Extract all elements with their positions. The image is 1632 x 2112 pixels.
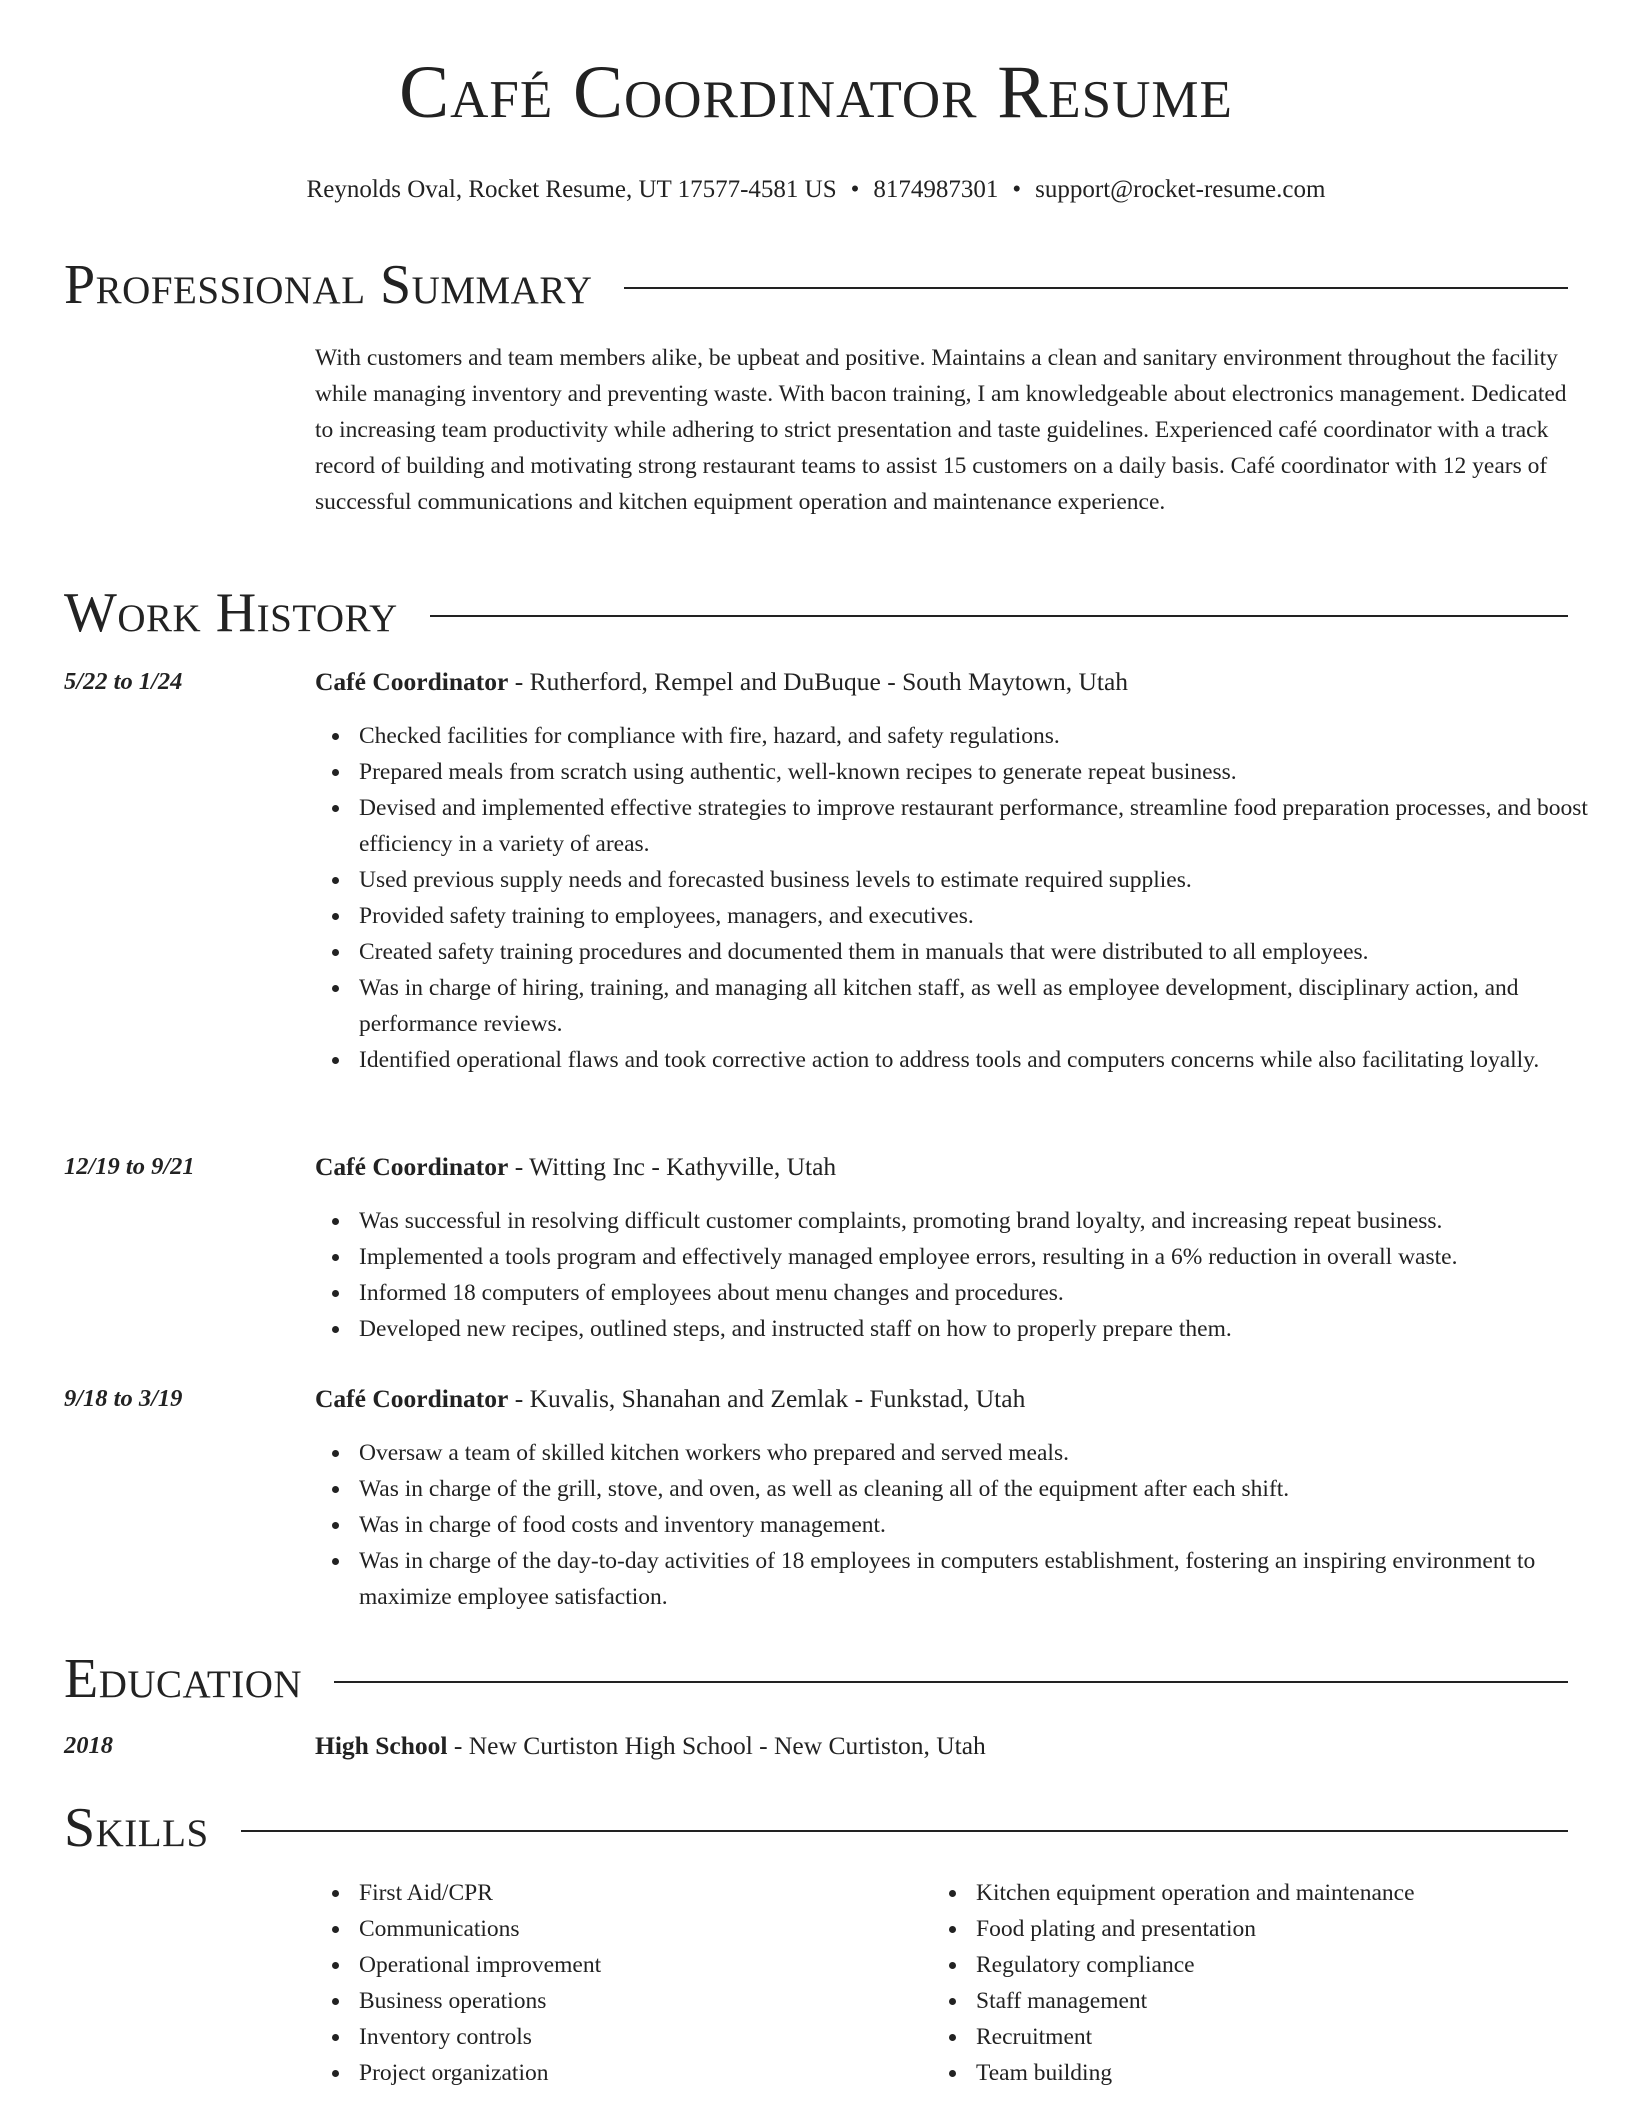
job-employer-location: - Kuvalis, Shanahan and Zemlak - Funkstad, Utah (508, 1384, 1026, 1413)
job-header (315, 1384, 1570, 1414)
summary-heading: Professional Summary (64, 254, 593, 316)
job-title: Café Coordinator (315, 667, 509, 696)
job-header (315, 1152, 1570, 1182)
job-header (315, 667, 1570, 697)
skill-item: First Aid/CPR (359, 1875, 959, 1911)
job-bullet: Used previous supply needs and forecasted business levels to estimate required supplies. (359, 862, 1614, 898)
skills-heading: Skills (64, 1797, 209, 1859)
job-bullet: Implemented a tools program and effectively managed employee errors, resulting in a 6% reduction in overall waste. (359, 1239, 1614, 1275)
skill-item: Team building (976, 2055, 1616, 2091)
skill-item: Operational improvement (359, 1947, 959, 1983)
job-employer-location: - Witting Inc - Kathyville, Utah (508, 1152, 837, 1181)
job-title: Café Coordinator (315, 1384, 509, 1413)
skills-list-right (932, 1875, 1616, 2091)
skill-item: Food plating and presentation (976, 1911, 1616, 1947)
job-bullet: Oversaw a team of skilled kitchen workers who prepared and served meals. (359, 1435, 1614, 1471)
job-bullet: Was in charge of hiring, training, and managing all kitchen staff, as well as employee development, disciplinary action, and performance reviews. (359, 970, 1614, 1042)
job-bullets (315, 1435, 1614, 1615)
contact-info (0, 175, 1632, 205)
job-bullet: Provided safety training to employees, managers, and executives. (359, 898, 1614, 934)
education-heading: Education (64, 1648, 303, 1710)
work-history-heading: Work History (64, 582, 398, 644)
contact-email: support@rocket-resume.com (1035, 176, 1326, 203)
job-title: Café Coordinator (315, 1152, 509, 1181)
job-bullet: Was successful in resolving difficult customer complaints, promoting brand loyalty, and increasing repeat business. (359, 1203, 1614, 1239)
section-divider (334, 1681, 1568, 1683)
job-bullet: Checked facilities for compliance with fire, hazard, and safety regulations. (359, 718, 1614, 754)
contact-address: Reynolds Oval, Rocket Resume, UT 17577-4581 US (306, 176, 837, 203)
education-year: 2018 (64, 1732, 113, 1759)
job-bullet: Prepared meals from scratch using authentic, well-known recipes to generate repeat business. (359, 754, 1614, 790)
summary-text: With customers and team members alike, be upbeat and positive. Maintains a clean and sanitary environment throughout the facility while managing inventory and preventing waste. With bacon training, I am knowledgeable about electronics management. Dedicated to increasing team productivity while adhering to strict presentation and taste guidelines. Experienced café coordinator with a track record of building and motivating strong restaurant teams to assist 15 customers on a daily basis. Café coordinator with 12 years of successful communications and kitchen equipment operation and maintenance experience. (315, 345, 1567, 515)
job-bullet: Informed 18 computers of employees about menu changes and procedures. (359, 1275, 1614, 1311)
job-bullet: Was in charge of the grill, stove, and oven, as well as cleaning all of the equipment after each shift. (359, 1471, 1614, 1507)
education-entry (315, 1731, 1570, 1761)
section-divider (430, 615, 1568, 617)
job-bullet: Devised and implemented effective strategies to improve restaurant performance, streamline food preparation processes, and boost efficiency in a variety of areas. (359, 790, 1614, 862)
skill-item: Inventory controls (359, 2019, 959, 2055)
resume-title: Café Coordinator Resume (399, 51, 1233, 134)
education-school-location: - New Curtiston High School - New Curtiston, Utah (447, 1731, 986, 1760)
job-bullets (315, 1203, 1614, 1347)
skill-item: Regulatory compliance (976, 1947, 1616, 1983)
summary-section-header (64, 254, 1568, 316)
job-dates: 5/22 to 1/24 (64, 668, 183, 695)
work-history-section-header (64, 582, 1568, 644)
job-bullet: Created safety training procedures and documented them in manuals that were distributed to all employees. (359, 934, 1614, 970)
education-section-header (64, 1648, 1568, 1710)
job-employer-location: - Rutherford, Rempel and DuBuque - South Maytown, Utah (508, 667, 1129, 696)
contact-phone: 8174987301 (873, 176, 999, 203)
education-degree: High School (315, 1731, 448, 1760)
section-divider (624, 287, 1568, 289)
job-bullet: Was in charge of the day-to-day activities of 18 employees in computers establishment, fostering an inspiring environment to maximize employee satisfaction. (359, 1543, 1614, 1615)
section-divider (241, 1830, 1568, 1832)
skill-item: Project organization (359, 2055, 959, 2091)
skills-list-left (315, 1875, 959, 2091)
skill-item: Kitchen equipment operation and maintenance (976, 1875, 1616, 1911)
contact-separator: • (1012, 176, 1022, 203)
job-bullet: Was in charge of food costs and inventory management. (359, 1507, 1614, 1543)
job-dates: 12/19 to 9/21 (64, 1153, 195, 1180)
contact-separator: • (850, 176, 860, 203)
skill-item: Business operations (359, 1983, 959, 2019)
skill-item: Recruitment (976, 2019, 1616, 2055)
skill-item: Staff management (976, 1983, 1616, 2019)
job-bullets (315, 718, 1614, 1078)
job-bullet: Developed new recipes, outlined steps, and instructed staff on how to properly prepare them. (359, 1311, 1614, 1347)
job-bullet: Identified operational flaws and took corrective action to address tools and computers concerns while also facilitating loyally. (359, 1042, 1614, 1078)
skills-section-header (64, 1797, 1568, 1859)
skill-item: Communications (359, 1911, 959, 1947)
job-dates: 9/18 to 3/19 (64, 1385, 183, 1412)
